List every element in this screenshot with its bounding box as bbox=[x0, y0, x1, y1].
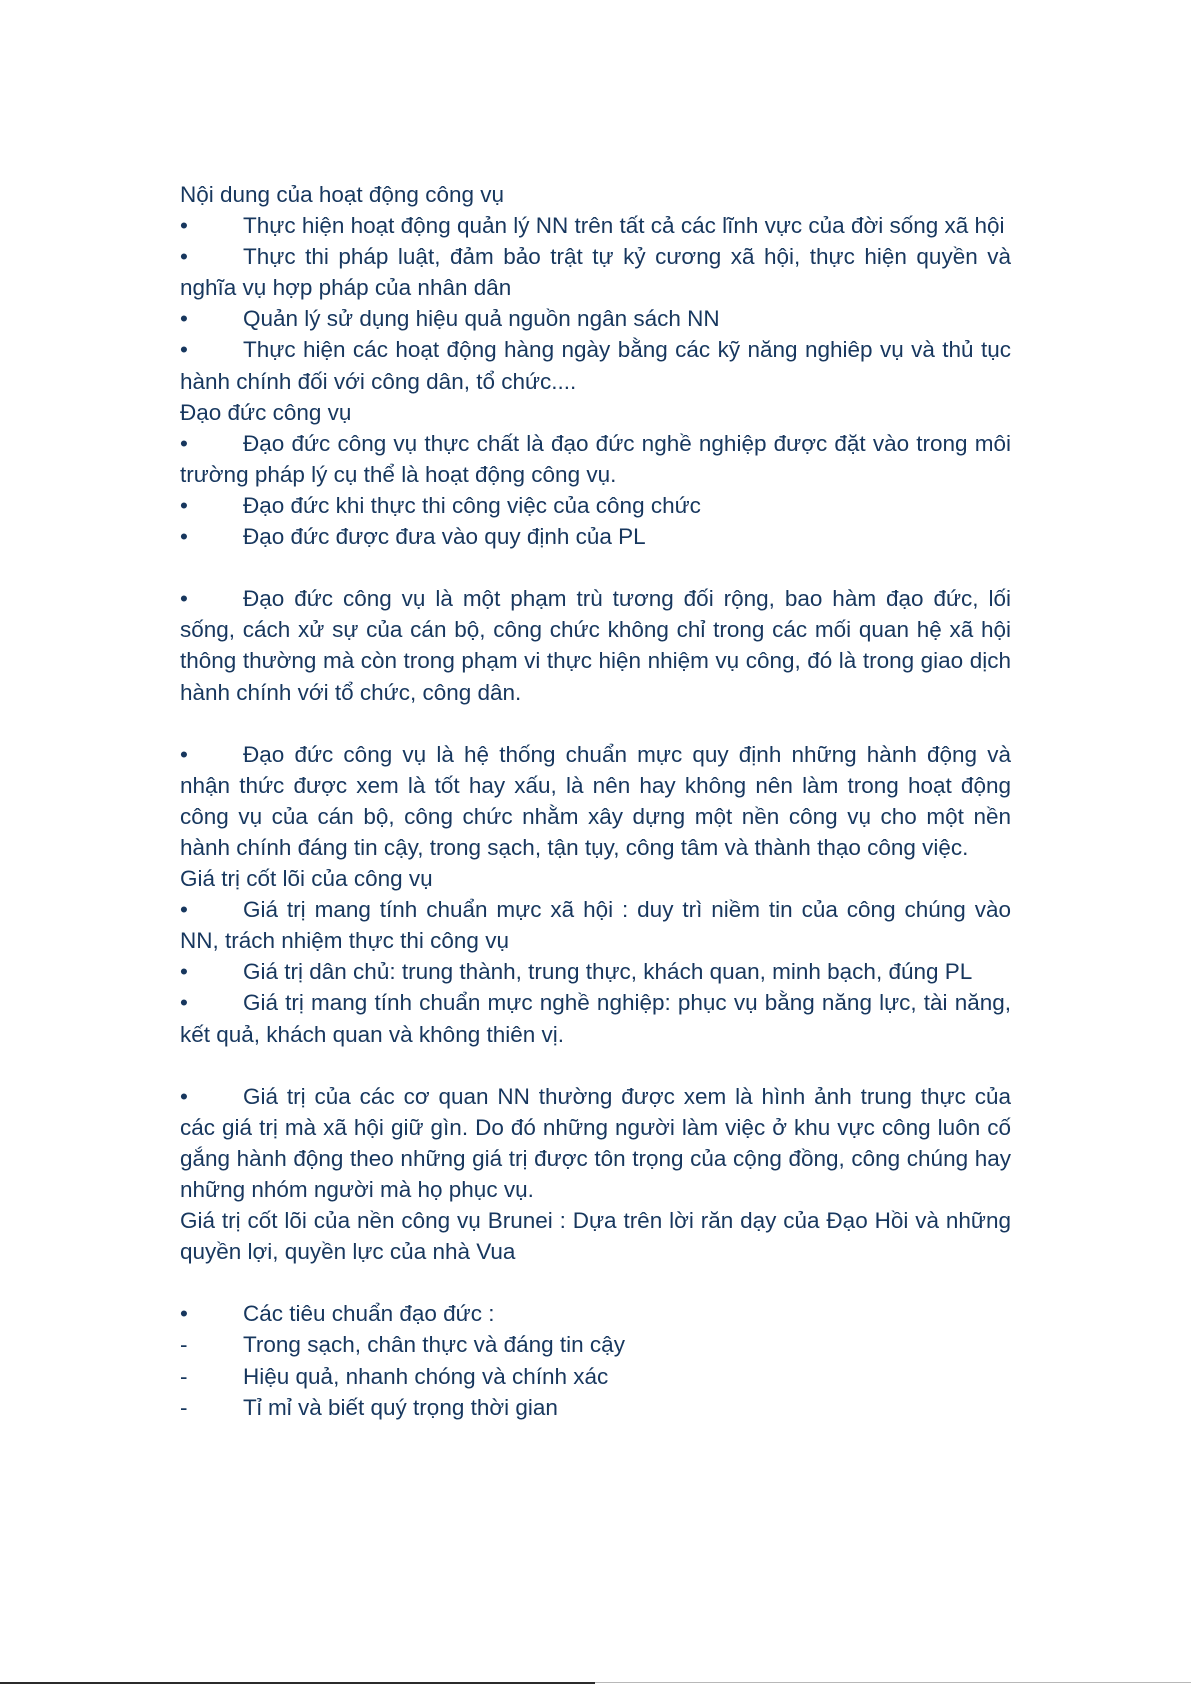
list-item bbox=[180, 583, 1011, 707]
bullet-marker: • bbox=[180, 337, 188, 363]
bullet-marker: • bbox=[180, 1301, 188, 1327]
bullet-marker: • bbox=[180, 213, 188, 239]
heading-text: Giá trị cốt lõi của công vụ bbox=[180, 866, 433, 892]
bullet-marker: • bbox=[180, 1083, 188, 1109]
item-text: Giá trị dân chủ: trung thành, trung thực, khách quan, minh bạch, đúng PL bbox=[243, 959, 973, 985]
item-text: Các tiêu chuẩn đạo đức : bbox=[243, 1301, 495, 1327]
blank-line bbox=[180, 708, 1011, 739]
list-item bbox=[180, 1298, 1011, 1329]
blank-line bbox=[180, 552, 1011, 583]
item-text: Thực thi pháp luật, đảm bảo trật tự kỷ cương xã hội, thực hiện quyền và nghĩa vụ hợp pháp của nhân dân bbox=[180, 244, 1011, 301]
item-text: Giá trị mang tính chuẩn mực nghề nghiệp: phục vụ bằng năng lực, tài năng, kết quả, khách quan và không thiên vị. bbox=[180, 990, 1011, 1047]
list-item bbox=[180, 1081, 1011, 1205]
item-text: Thực hiện hoạt động quản lý NN trên tất cả các lĩnh vực của đời sống xã hội bbox=[243, 213, 1005, 239]
footer-rule-tail bbox=[595, 1682, 1191, 1683]
bullet-marker: • bbox=[180, 492, 188, 518]
item-text: Đạo đức được đưa vào quy định của PL bbox=[243, 524, 646, 550]
dash-marker: - bbox=[180, 1363, 188, 1389]
item-text: Giá trị mang tính chuẩn mực xã hội : duy trì niềm tin của công chúng vào NN, trách nhiệm thực thi công vụ bbox=[180, 897, 1011, 954]
list-item bbox=[180, 1329, 1011, 1360]
bullet-marker: • bbox=[180, 244, 188, 270]
item-text: Quản lý sử dụng hiệu quả nguồn ngân sách NN bbox=[243, 306, 720, 332]
section-heading bbox=[180, 397, 1011, 428]
item-text: Đạo đức công vụ thực chất là đạo đức nghề nghiệp được đặt vào trong môi trường pháp lý cụ thể là hoạt động công vụ. bbox=[180, 430, 1011, 487]
item-text: Giá trị của các cơ quan NN thường được xem là hình ảnh trung thực của các giá trị mà xã hội giữ gìn. Do đó những người làm việc ở khu vực công luôn cố gắng hành động theo những giá trị được tôn trọng của cộng đồng, công chúng hay những nhóm người mà họ phục vụ. bbox=[180, 1083, 1011, 1202]
item-text: Trong sạch, chân thực và đáng tin cậy bbox=[243, 1332, 625, 1358]
section-heading bbox=[180, 179, 1011, 210]
heading-text: Nội dung của hoạt động công vụ bbox=[180, 182, 504, 207]
item-text: Đạo đức công vụ là một phạm trù tương đối rộng, bao hàm đạo đức, lối sống, cách xử sự của cán bộ, công chức không chỉ trong các mối quan hệ xã hội thông thường mà còn trong phạm vi thực hiện nhiệm vụ công, đó là trong giao dịch hành chính với tổ chức, công dân. bbox=[180, 586, 1011, 705]
bullet-marker: • bbox=[180, 430, 188, 456]
list-item bbox=[180, 739, 1011, 863]
bullet-marker: • bbox=[180, 741, 188, 767]
bullet-marker: • bbox=[180, 897, 188, 923]
bullet-marker: • bbox=[180, 586, 188, 612]
list-item bbox=[180, 490, 1011, 521]
document-body bbox=[180, 179, 1011, 1423]
list-item bbox=[180, 1361, 1011, 1392]
bullet-marker: • bbox=[180, 306, 188, 332]
heading-text: Đạo đức công vụ bbox=[180, 399, 352, 425]
bullet-marker: • bbox=[180, 524, 188, 550]
item-text: Hiệu quả, nhanh chóng và chính xác bbox=[243, 1363, 609, 1389]
blank-line bbox=[180, 1267, 1011, 1298]
dash-marker: - bbox=[180, 1394, 188, 1420]
list-item bbox=[180, 334, 1011, 396]
item-text: Tỉ mỉ và biết quý trọng thời gian bbox=[243, 1394, 558, 1420]
list-item bbox=[180, 1392, 1011, 1423]
item-text: Thực hiện các hoạt động hàng ngày bằng các kỹ năng nghiêp vụ và thủ tục hành chính đối với công dân, tổ chức.... bbox=[180, 337, 1011, 394]
bullet-marker: • bbox=[180, 959, 188, 985]
section-heading bbox=[180, 863, 1011, 894]
list-item bbox=[180, 894, 1011, 956]
list-item bbox=[180, 428, 1011, 490]
dash-marker: - bbox=[180, 1332, 188, 1358]
section-heading bbox=[180, 1205, 1011, 1267]
blank-line bbox=[180, 1050, 1011, 1081]
list-item bbox=[180, 210, 1011, 241]
footer-rule bbox=[0, 1682, 595, 1684]
bullet-marker: • bbox=[180, 990, 188, 1016]
list-item bbox=[180, 241, 1011, 303]
list-item bbox=[180, 303, 1011, 334]
list-item bbox=[180, 956, 1011, 987]
list-item bbox=[180, 521, 1011, 552]
item-text: Đạo đức công vụ là hệ thống chuẩn mực quy định những hành động và nhận thức được xem là tốt hay xấu, là nên hay không nên làm trong hoạt động công vụ của cán bộ, công chức nhằm xây dựng một nền công vụ cho một nền hành chính đáng tin cậy, trong sạch, tận tụy, công tâm và thành thạo công việc. bbox=[180, 741, 1011, 860]
heading-text: Giá trị cốt lõi của nền công vụ Brunei : Dựa trên lời răn dạy của Đạo Hồi và những quyền lợi, quyền lực của nhà Vua bbox=[180, 1208, 1011, 1265]
item-text: Đạo đức khi thực thi công việc của công chức bbox=[243, 492, 701, 518]
list-item bbox=[180, 987, 1011, 1049]
